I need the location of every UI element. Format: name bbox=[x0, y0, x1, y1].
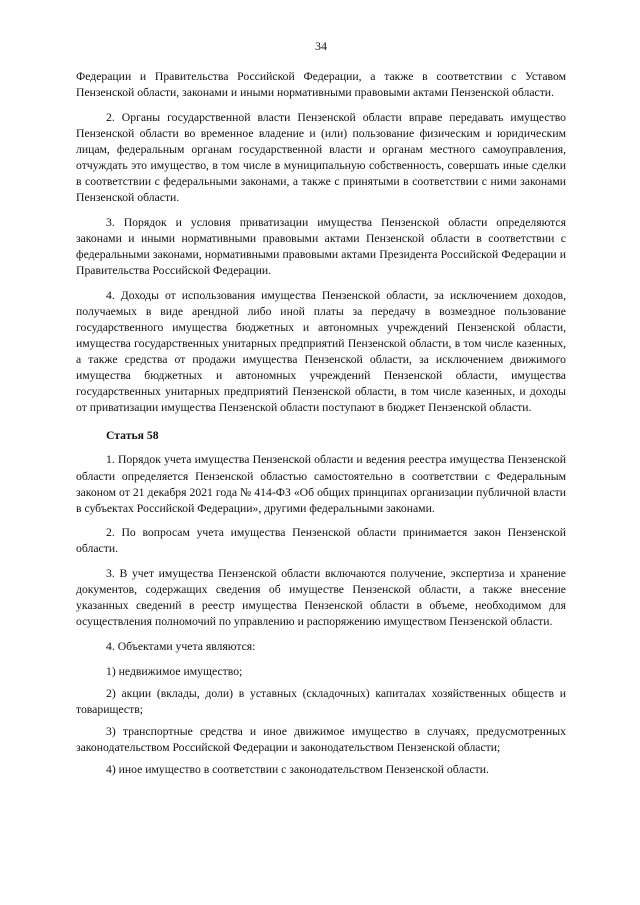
page-number: 34 bbox=[315, 39, 327, 53]
paragraph-continuation: Федерации и Правительства Российской Федерации, а также в соответствии с Уставом Пензенской области, законами и иными нормативными правовыми актами Пензенской области. bbox=[76, 70, 566, 100]
paragraph-2: 2. Органы государственной власти Пензенской области вправе передавать имущество Пензенской области во временное владение и (или) пользование физическим и юридическим лицам, федеральным органам государственной власти и органам местного самоуправления, отчуждать это имущество, в том числе в муниципальную собственность, совершать иные сделки в соответствии с федеральными законами, а также с принятыми в соответствии с ними законами Пензенской области. bbox=[76, 110, 566, 205]
list-item: 3) транспортные средства и иное движимое имущество в случаях, предусмотренных законодательством Российской Федерации и законодательством Пензенской области; bbox=[76, 724, 566, 754]
article-paragraph-1: 1. Порядок учета имущества Пензенской области и ведения реестра имущества Пензенской области определяется Пензенской областью самостоятельно в соответствии с Федеральным законом от 21 декабря 2021 года № 414-ФЗ «Об общих принципах организации публичной власти в субъектах Российской Федерации», другими федеральными законами. bbox=[76, 453, 566, 515]
document-body bbox=[76, 69, 566, 784]
article-paragraph-3: 3. В учет имущества Пензенской области включаются получение, экспертиза и хранение документов, содержащих сведения об имуществе Пензенской области, а также внесение указанных сведений в реестр имущества Пензенской области в объеме, необходимом для осуществления полномочий по управлению и распоряжению имуществом Пензенской области. bbox=[76, 567, 566, 629]
article-heading: Статья 58 bbox=[106, 429, 159, 443]
list-item: 2) акции (вклады, доли) в уставных (складочных) капиталах хозяйственных обществ и товариществ; bbox=[76, 686, 566, 716]
paragraph-4: 4. Доходы от использования имущества Пензенской области, за исключением доходов, получаемых в виде арендной либо иной платы за передачу в возмездное пользование государственного имущества бюджетных и автономных учреждений Пензенской области, имущества государственных унитарных предприятий Пензенской области, в том числе казенных, а также средства от продажи имущества Пензенской области, за исключением движимого имущества бюджетных и автономных учреждений Пензенской области, имущества государственных унитарных предприятий Пензенской области, в том числе казенных, и доходы от приватизации имущества Пензенской области поступают в бюджет Пензенской области. bbox=[76, 288, 566, 415]
paragraph-3: 3. Порядок и условия приватизации имущества Пензенской области определяются законами и иными нормативными правовыми актами Пензенской области в соответствии с федеральными законами, нормативными правовыми актами Президента Российской Федерации и Правительства Российской Федерации. bbox=[76, 215, 566, 278]
list-item: 1) недвижимое имущество; bbox=[106, 664, 243, 678]
article-paragraph-4: 4. Объектами учета являются: bbox=[106, 639, 256, 653]
list-item: 4) иное имущество в соответствии с законодательством Пензенской области. bbox=[106, 762, 489, 776]
article-paragraph-2: 2. По вопросам учета имущества Пензенской области принимается закон Пензенской области. bbox=[76, 526, 566, 556]
